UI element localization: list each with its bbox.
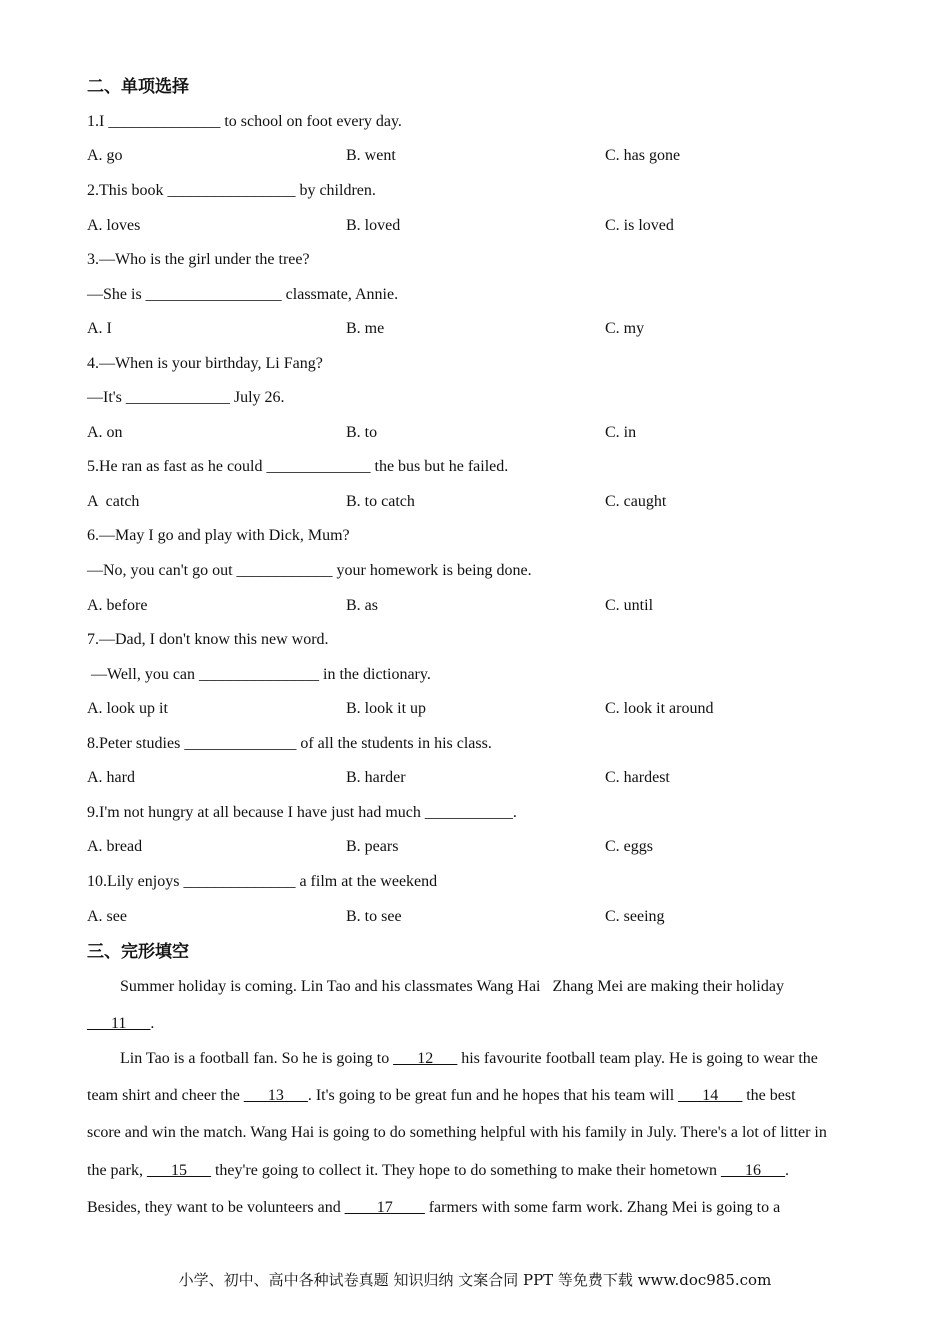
question-9: 9.I'm not hungry at all because I have just had much ___________. xyxy=(87,804,517,821)
q1-option-c: C. has gone xyxy=(605,147,681,164)
question-5: 5.He ran as fast as he could _____________ the bus but he failed. xyxy=(87,458,509,475)
q10-option-b: B. to see xyxy=(346,908,402,925)
q10-option-c: C. seeing xyxy=(605,908,665,925)
cloze-blank-16: ___16___ xyxy=(721,1162,786,1179)
question-3: 3.—Who is the girl under the tree? xyxy=(87,251,310,268)
cloze-blank-15: ___15___ xyxy=(146,1162,211,1179)
q9-option-c: C. eggs xyxy=(605,838,653,855)
q3-option-a: A. I xyxy=(87,320,112,337)
page-footer: 小学、初中、高中各种试卷真题 知识归纳 文案合同 PPT 等免费下载 www.doc985.com xyxy=(178,1271,772,1289)
section-title-cloze: 三、完形填空 xyxy=(87,942,189,962)
q4-option-b: B. to xyxy=(346,424,378,441)
cloze-blank-14: ___14___ xyxy=(678,1087,743,1104)
q4-option-c: C. in xyxy=(605,424,637,441)
cloze-blank-12: ___12___ xyxy=(393,1050,458,1067)
question-4-line-2: —It's _____________ July 26. xyxy=(87,389,285,406)
q1-option-a: A. go xyxy=(87,147,123,164)
cloze-paragraph-1-line-1: Summer holiday is coming. Lin Tao and his classmates Wang Hai Zhang Mei are making their holiday xyxy=(120,978,784,995)
q8-option-c: C. hardest xyxy=(605,769,670,786)
cloze-blank-13: ___13___ xyxy=(243,1087,308,1104)
q2-option-b: B. loved xyxy=(346,217,401,234)
section-title-multiple-choice: 二、单项选择 xyxy=(87,77,189,97)
cloze-paragraph-2-line-2: team shirt and cheer the ___13___. It's going to be great fun and he hopes that his team will ___14___ the best xyxy=(87,1087,796,1104)
q3-option-b: B. me xyxy=(346,320,385,337)
cloze-paragraph-2-line-3: score and win the match. Wang Hai is going to do something helpful with his family in July. There's a lot of litter in xyxy=(87,1124,827,1141)
q2-option-c: C. is loved xyxy=(605,217,674,234)
cloze-paragraph-2-line-4: the park, ___15___ they're going to collect it. They hope to do something to make their hometown ___16___. xyxy=(87,1162,790,1179)
q8-option-a: A. hard xyxy=(87,769,135,786)
cloze-paragraph-1-line-2: ___11___. xyxy=(87,1015,155,1032)
q7-option-c: C. look it around xyxy=(605,700,714,717)
q7-option-b: B. look it up xyxy=(346,700,427,717)
cloze-paragraph-2-line-1: Lin Tao is a football fan. So he is going to ___12___ his favourite football team play. He is going to wear the xyxy=(120,1050,818,1067)
cloze-blank-17: ____17____ xyxy=(344,1199,425,1216)
q5-option-b: B. to catch xyxy=(346,493,415,510)
q2-option-a: A. loves xyxy=(87,217,141,234)
q3-option-c: C. my xyxy=(605,320,645,337)
q5-option-a: A catch xyxy=(87,493,140,510)
q9-option-b: B. pears xyxy=(346,838,399,855)
question-1: 1.I ______________ to school on foot every day. xyxy=(87,113,402,130)
question-3-line-2: —She is _________________ classmate, Annie. xyxy=(87,286,399,303)
question-7: 7.—Dad, I don't know this new word. xyxy=(87,631,329,648)
q6-option-a: A. before xyxy=(87,597,148,614)
q6-option-c: C. until xyxy=(605,597,654,614)
cloze-paragraph-2-line-5: Besides, they want to be volunteers and ____17____ farmers with some farm work. Zhang Mei is going to a xyxy=(87,1199,781,1216)
q7-option-a: A. look up it xyxy=(87,700,168,717)
question-4: 4.—When is your birthday, Li Fang? xyxy=(87,355,323,372)
q10-option-a: A. see xyxy=(87,908,127,925)
question-8: 8.Peter studies ______________ of all the students in his class. xyxy=(87,735,492,752)
question-6-line-2: —No, you can't go out ____________ your homework is being done. xyxy=(87,562,532,579)
q1-option-b: B. went xyxy=(346,147,396,164)
question-2: 2.This book ________________ by children. xyxy=(87,182,376,199)
question-7-line-2: —Well, you can _______________ in the dictionary. xyxy=(87,666,431,683)
question-10: 10.Lily enjoys ______________ a film at the weekend xyxy=(87,873,438,890)
q4-option-a: A. on xyxy=(87,424,123,441)
cloze-blank-11: ___11___ xyxy=(87,1015,151,1032)
q6-option-b: B. as xyxy=(346,597,378,614)
question-6: 6.—May I go and play with Dick, Mum? xyxy=(87,527,350,544)
q9-option-a: A. bread xyxy=(87,838,143,855)
q8-option-b: B. harder xyxy=(346,769,406,786)
q5-option-c: C. caught xyxy=(605,493,667,510)
